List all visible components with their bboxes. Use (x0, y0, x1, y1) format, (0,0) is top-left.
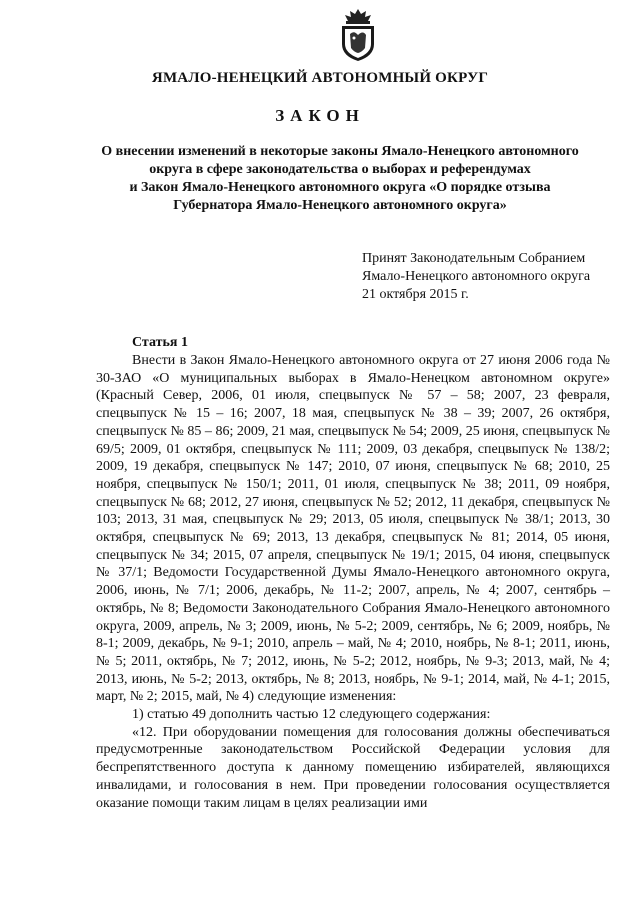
adoption-line: Ямало-Ненецкого автономного округа (362, 269, 591, 284)
document-type-heading: ЗАКОН (275, 106, 365, 125)
coat-of-arms-emblem (336, 8, 380, 62)
region-heading: ЯМАЛО-НЕНЕЦКИЙ АВТОНОМНЫЙ ОКРУГ (151, 70, 489, 86)
title-line: О внесении изменений в некоторые законы Ямало-Ненецкого автономного (101, 144, 579, 159)
article-body (96, 352, 610, 812)
title-line: Губернатора Ямало-Ненецкого автономного округа» (173, 198, 507, 213)
body-paragraph: 1) статью 49 дополнить частью 12 следующего содержания: (132, 707, 491, 723)
adoption-note (362, 250, 590, 304)
title-line: округа в сфере законодательства о выборах и референдумах (149, 162, 531, 177)
title-line: и Закон Ямало-Ненецкого автономного округа «О порядке отзыва (129, 180, 551, 195)
body-paragraph: «12. При оборудовании помещения для голосования должны обеспечиваться предусмотренные законодательством Российской Федерации условия для беспрепятственного доступа к данному помещению избирателей, являющихся инвалидами, и голосования в нем. При проведении голосования осуществляется оказание помощи таким лицам в целях реализации ими (96, 724, 610, 811)
article-heading: Статья 1 (132, 335, 188, 350)
adoption-line: Принят Законодательным Собранием (362, 251, 586, 266)
adoption-line: 21 октября 2015 г. (362, 287, 469, 302)
law-title (70, 143, 610, 215)
body-paragraph: Внести в Закон Ямало-Ненецкого автономного округа от 27 июня 2006 года № 30-ЗАО «О муниципальных выборах в Ямало-Ненецком автономном округе» (Красный Север, 2006, 01 июля, спецвыпуск № 57 – 58; 2007, 23 февраля, спецвыпуск № 15 – 16; 2007, 18 мая, спецвыпуск № 38 – 39; 2007, 26 октября, спецвыпуск № 85 – 86; 2009, 21 мая, спецвыпуск № 54; 2009, 25 июня, спецвыпуск № 69/5; 2009, 01 октября, спецвыпуск № 111; 2009, 03 декабря, спецвыпуск № 138/2; 2009, 19 декабря, спецвыпуск № 147; 2010, 07 июня, спецвыпуск № 68; 2010, 25 ноября, спецвыпуск № 150/1; 2011, 01 июля, спецвыпуск № 38; 2011, 09 ноября, спецвыпуск № 68; 2012, 27 июня, спецвыпуск № 52; 2012, 11 декабря, спецвыпуск № 103; 2013, 31 мая, спецвыпуск № 29; 2013, 05 июля, спецвыпуск № 38/1; 2013, 30 октября, спецвыпуск № 69; 2013, 13 декабря, спецвыпуск № 81; 2014, 05 июня, спецвыпуск № 34; 2015, 07 апреля, спецвыпуск № 19/1; 2015, 04 июня, спецвыпуск № 37/1; Ведомости Государственной Думы Ямало-Ненецкого автономного округа, 2006, июнь, № 7/1; 2006, декабрь, № 11-2; 2007, апрель, № 4; 2007, сентябрь – октябрь, № 8; Ведомости Законодательного Собрания Ямало-Ненецкого автономного округа, 2009, апрель, № 3; 2009, июнь, № 5-2; 2009, сентябрь, № 6; 2009, ноябрь, № 8-1; 2009, декабрь, № 9-1; 2010, апрель – май, № 4; 2010, ноябрь, № 8-1; 2011, июнь, № 5; 2011, октябрь, № 7; 2012, июнь, № 5-2; 2012, ноябрь, № 9-3; 2013, май, № 4; 2013, июнь, № 5-2; 2013, октябрь, № 8; 2013, ноябрь, № 9-1; 2014, май, № 4-1; 2015, март, № 2; 2015, май, № 4) следующие изменения: (96, 353, 610, 705)
